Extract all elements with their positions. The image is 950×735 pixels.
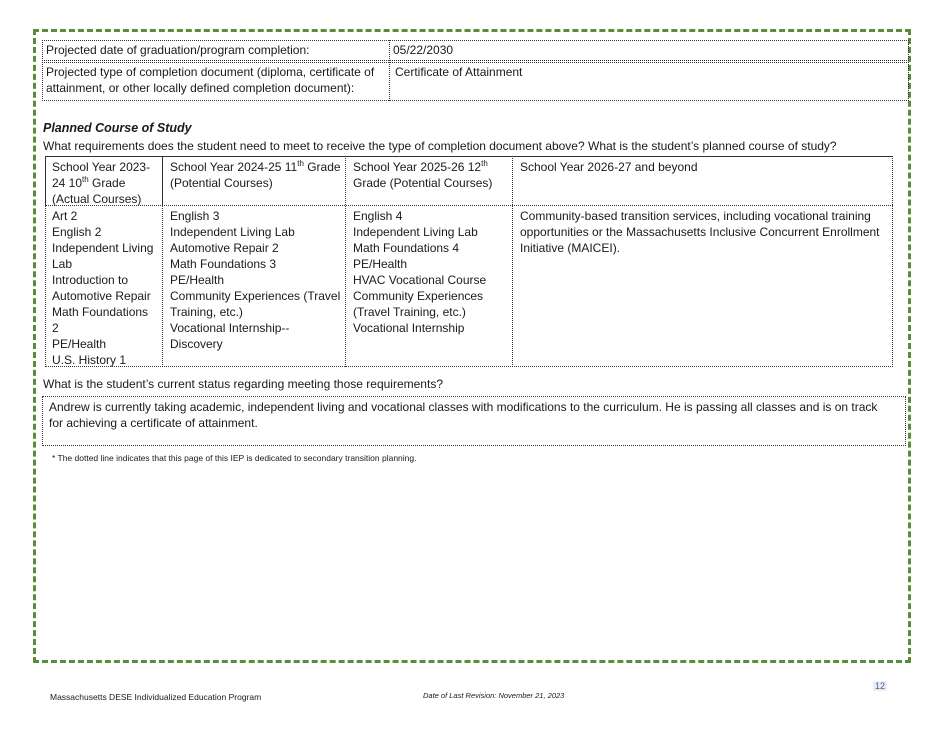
list-item: Math Foundations [52,305,149,319]
list-item: Community-based transition services, including vocational training [520,209,871,223]
column-header-2025-26: School Year 2025-26 12th Grade (Potential Courses) [353,159,493,190]
list-item: PE/Health [52,337,107,351]
list-item: Math Foundations 3 [170,257,277,271]
list-item: Community Experiences [353,289,484,303]
column-header-2026-27: School Year 2026-27 and beyond [520,160,698,174]
document-type-label: Projected type of completion document (diploma, certificate of attainment, or other locally defined completion document): [46,65,375,95]
course-list-2023-24 [48,207,162,369]
footer-revision-date: Date of Last Revision: November 21, 2023 [423,691,565,700]
list-item: Introduction to [52,273,129,287]
list-item: Vocational Internship-- [170,321,290,335]
list-item: Discovery [170,337,223,351]
list-item: Initiative (MAICEI). [520,241,621,255]
graduation-label: Projected date of graduation/program completion: [46,43,310,57]
column-header-2023-24: School Year 2023- 24 10th Grade (Actual Courses) [52,160,151,206]
list-item: Art 2 [52,209,78,223]
list-item: Math Foundations 4 [353,241,460,255]
column-header-2024-25: School Year 2024-25 11th Grade (Potential Courses) [170,159,341,190]
page-number: 12 [875,681,886,691]
list-item: HVAC Vocational Course [353,273,487,287]
course-list-2026-27 [516,207,893,257]
list-item: Independent Living [52,241,154,255]
list-item: (Travel Training, etc.) [353,305,466,319]
footer-program-name: Massachusetts DESE Individualized Education Program [50,692,262,702]
list-item: English 3 [170,209,220,223]
list-item: 2 [52,321,59,335]
list-item: Vocational Internship [353,321,465,335]
footnote: * The dotted line indicates that this page of this IEP is dedicated to secondary transition planning. [52,453,417,463]
list-item: Independent Living Lab [170,225,295,239]
course-list-2025-26 [349,207,512,337]
document-type-value: Certificate of Attainment [395,65,523,79]
status-answer: Andrew is currently taking academic, independent living and vocational classes with modifications to the curriculum. He is passing all classes and is on track for achieving a certificate of attainment. [49,400,878,430]
course-list-2024-25 [166,207,346,353]
list-item: English 2 [52,225,102,239]
list-item: Automotive Repair [52,289,151,303]
graduation-value: 05/22/2030 [393,43,454,57]
list-item: PE/Health [170,273,225,287]
list-item: English 4 [353,209,403,223]
list-item: PE/Health [353,257,408,271]
planned-course-question: What requirements does the student need to meet to receive the type of completion document above? What is the student’s planned course of study? [43,139,837,153]
list-item: opportunities or the Massachusetts Inclusive Concurrent Enrollment [520,225,880,239]
list-item: Independent Living Lab [353,225,478,239]
list-item: Training, etc.) [170,305,243,319]
list-item: U.S. History 1 [52,353,127,367]
status-question: What is the student’s current status regarding meeting those requirements? [43,377,443,391]
list-item: Automotive Repair 2 [170,241,279,255]
planned-course-heading: Planned Course of Study [43,121,192,135]
list-item: Community Experiences (Travel [170,289,341,303]
list-item: Lab [52,257,73,271]
